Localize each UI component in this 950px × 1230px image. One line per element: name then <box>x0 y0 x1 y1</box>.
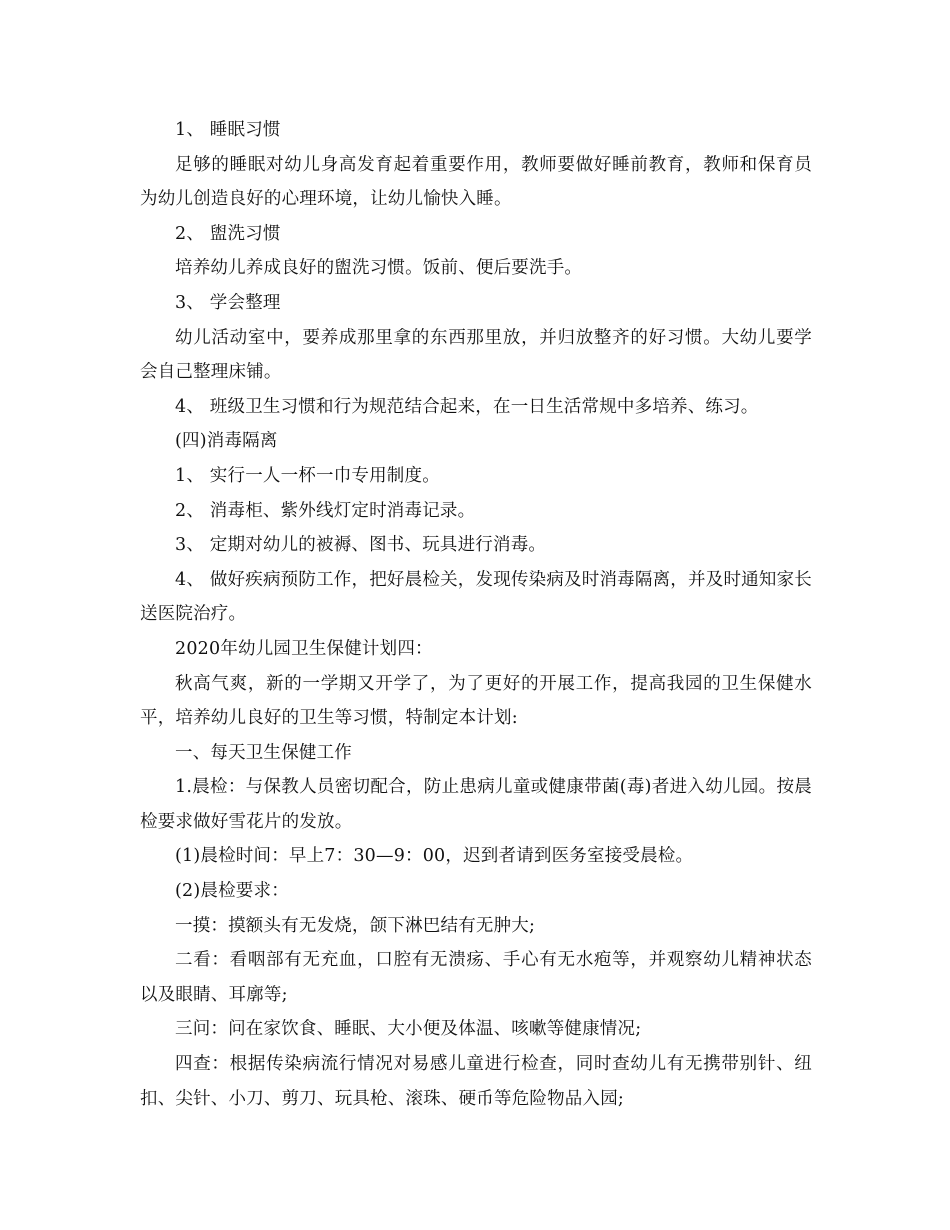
item-disease-prevention: 4、 做好疾病预防工作，把好晨检关，发现传染病及时消毒隔离，并及时通知家长送医院治疗。 <box>140 569 812 625</box>
item-check-requirements: (2)晨检要求： <box>175 881 289 902</box>
heading-tidying: 3、 学会整理 <box>175 292 281 313</box>
section-heading-daily-work: 一、每天卫生保健工作 <box>175 742 352 763</box>
item-ask: 三问：问在家饮食、睡眠、大小便及体温、咳嗽等健康情况; <box>175 1019 642 1040</box>
item-touch: 一摸：摸额头有无发烧，颌下淋巴结有无肿大; <box>175 915 536 936</box>
item-inspect: 四查：根据传染病流行情况对易感儿童进行检查，同时查幼儿有无携带别针、纽扣、尖针、小刀、剪刀、玩具枪、滚珠、硬币等危险物品入园; <box>140 1054 812 1109</box>
heading-washing-habit: 2、 盥洗习惯 <box>175 223 281 244</box>
item-disinfection-record: 2、 消毒柜、紫外线灯定时消毒记录。 <box>175 500 476 521</box>
section-heading-disinfection: (四)消毒隔离 <box>175 431 278 452</box>
paragraph-tidying: 幼儿活动室中，要养成那里拿的东西那里放，并归放整齐的好习惯。大幼儿要学会自己整理床铺。 <box>140 327 812 383</box>
item-regular-disinfection: 3、 定期对幼儿的被褥、图书、玩具进行消毒。 <box>175 535 547 556</box>
item-check-time: (1)晨检时间：早上7：30—9：00，迟到者请到医务室接受晨检。 <box>175 846 694 867</box>
item-class-hygiene: 4、 班级卫生习惯和行为规范结合起来，在一日生活常规中多培养、练习。 <box>175 396 759 417</box>
paragraph-sleep: 足够的睡眠对幼儿身高发育起着重要作用，教师要做好睡前教育，教师和保育员为幼儿创造良好的心理环境，让幼儿愉快入睡。 <box>140 154 812 210</box>
item-cup-towel: 1、 实行一人一杯一巾专用制度。 <box>175 465 440 486</box>
paragraph-intro: 秋高气爽，新的一学期又开学了，为了更好的开展工作，提高我园的卫生保健水平，培养幼儿良好的卫生等习惯，特制定本计划: <box>140 673 812 729</box>
item-morning-check: 1.晨检：与保教人员密切配合，防止患病儿童或健康带菌(毒)者进入幼儿园。按晨检要求做好雪花片的发放。 <box>140 777 812 832</box>
document-body <box>140 113 812 1116</box>
plan-title: 2020年幼儿园卫生保健计划四： <box>175 638 433 659</box>
heading-sleep-habit: 1、 睡眠习惯 <box>175 120 281 140</box>
item-look: 二看：看咽部有无充血，口腔有无溃疡、手心有无水疱等，并观察幼儿精神状态以及眼睛、耳廓等; <box>140 950 812 1005</box>
paragraph-washing: 培养幼儿养成良好的盥洗习惯。饭前、便后要洗手。 <box>175 258 583 279</box>
